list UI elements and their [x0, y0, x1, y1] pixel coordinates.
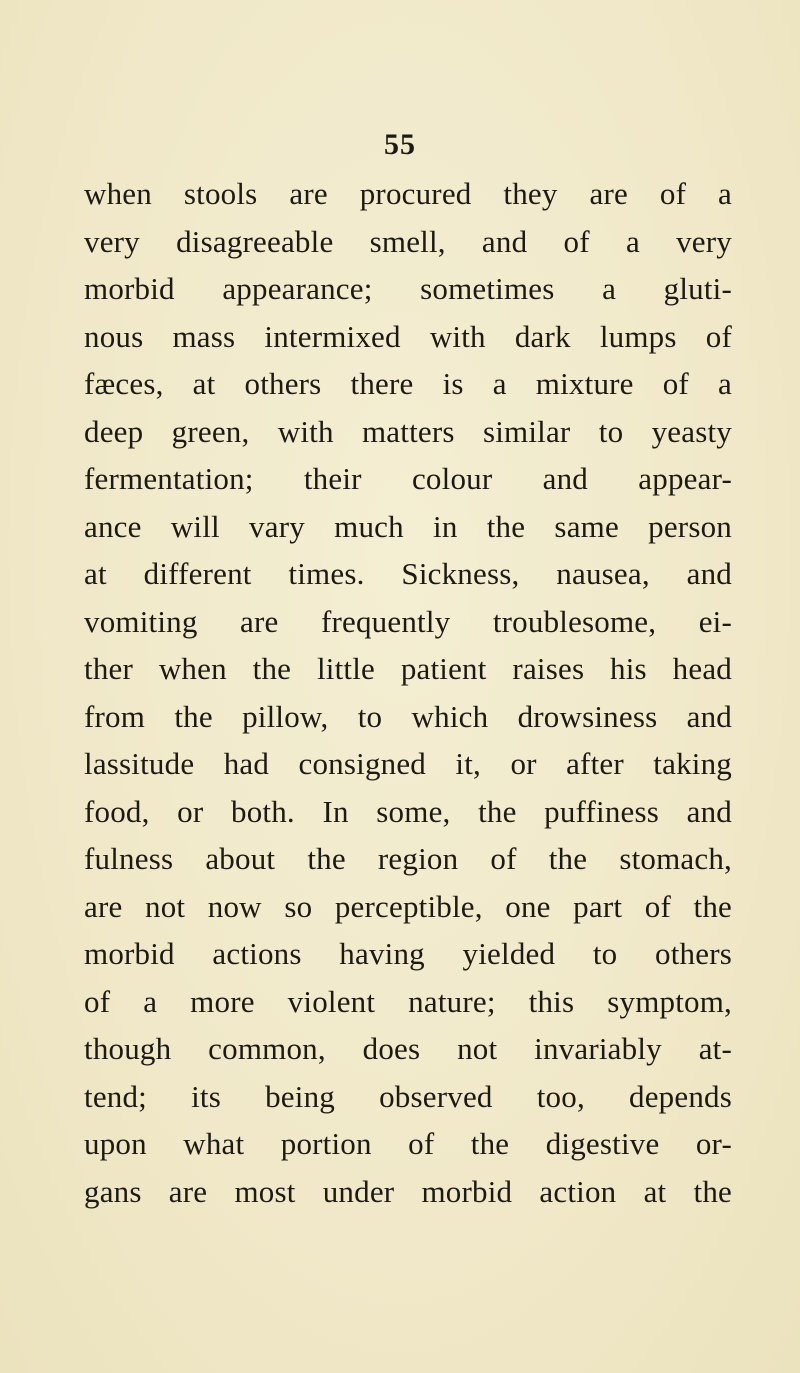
text-line: fermentation; their colour and appear-	[84, 461, 732, 496]
body-text	[84, 170, 732, 1215]
text-line: very disagreeable smell, and of a very	[84, 223, 732, 259]
text-line: nous mass intermixed with dark lumps of	[84, 318, 732, 354]
text-line: tend; its being observed too, depends	[84, 1078, 732, 1114]
text-line: of a more violent nature; this symptom,	[84, 983, 732, 1019]
text-line: fæces, at others there is a mixture of a	[84, 366, 732, 401]
text-line: food, or both. In some, the puffiness and	[84, 793, 732, 829]
text-line: gans are most under morbid action at the	[84, 1173, 732, 1209]
text-line: vomiting are frequently troublesome, ei-	[84, 603, 732, 639]
text-line: at different times. Sickness, nausea, and	[84, 556, 732, 591]
text-line: when stools are procured they are of a	[84, 176, 732, 211]
page-number: 55	[384, 128, 416, 161]
text-line: though common, does not invariably at-	[84, 1031, 732, 1066]
text-line: ance will vary much in the same person	[84, 508, 732, 544]
text-line: lassitude had consigned it, or after taking	[84, 746, 732, 781]
text-line: from the pillow, to which drowsiness and	[84, 698, 732, 734]
text-line: upon what portion of the digestive or-	[84, 1126, 732, 1161]
text-line: morbid actions having yielded to others	[84, 936, 732, 971]
text-line: fulness about the region of the stomach,	[84, 841, 732, 876]
text-line: deep green, with matters similar to yeasty	[84, 413, 732, 449]
text-line: are not now so perceptible, one part of the	[84, 888, 732, 924]
text-line: ther when the little patient raises his head	[84, 651, 732, 686]
text-line: morbid appearance; sometimes a gluti-	[84, 271, 732, 306]
